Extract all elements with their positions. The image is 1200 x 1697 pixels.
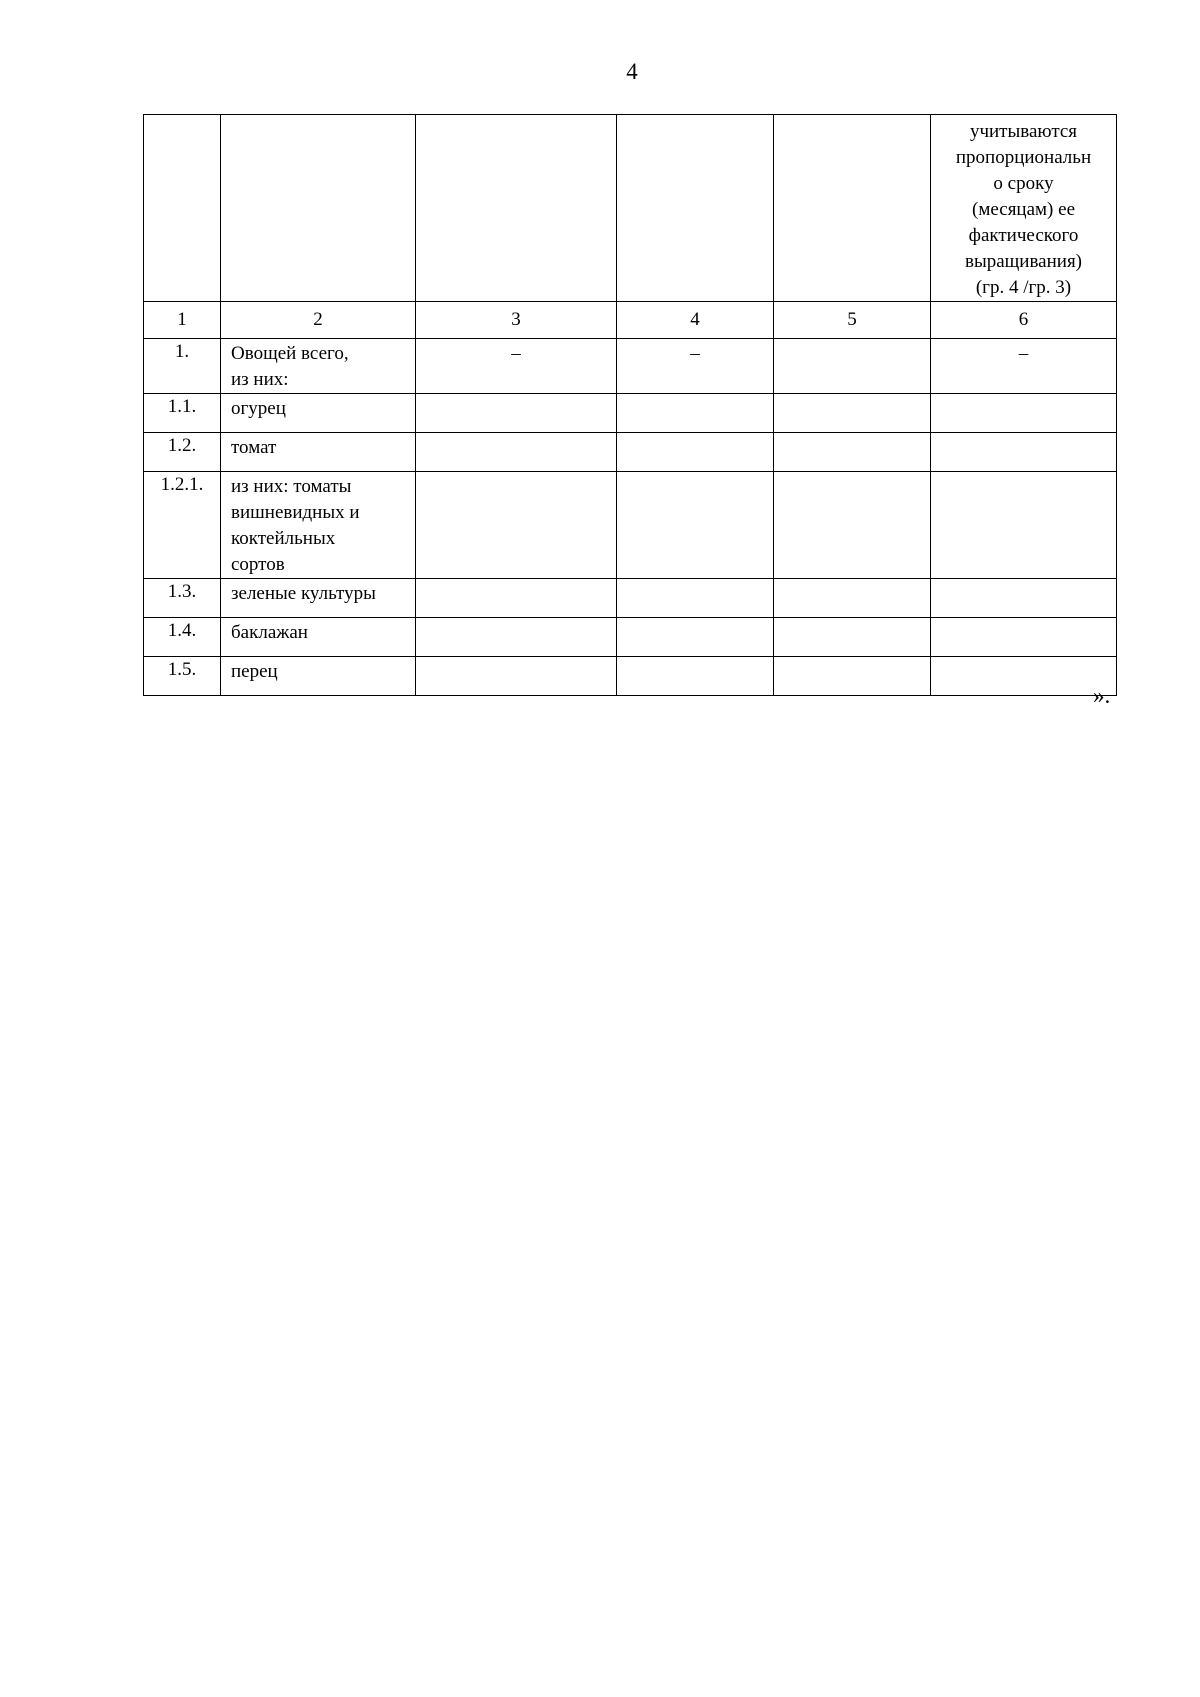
vegetables-table: [143, 114, 1117, 696]
column-number: 5: [774, 302, 931, 339]
header-cell-3: [416, 115, 617, 302]
row-name: зеленые культуры: [221, 579, 416, 618]
cell-col5: [774, 472, 931, 579]
cell-col5: [774, 394, 931, 433]
column-number: 4: [617, 302, 774, 339]
header-cell-4: [617, 115, 774, 302]
table-row: [144, 433, 1117, 472]
header-continuation-row: [144, 115, 1117, 302]
cell-col4: [617, 618, 774, 657]
cell-col4: [617, 657, 774, 696]
cell-col6: [931, 433, 1117, 472]
row-name: огурец: [221, 394, 416, 433]
cell-col6: [931, 394, 1117, 433]
column-number: 1: [144, 302, 221, 339]
cell-col4: [617, 394, 774, 433]
cell-col6: [931, 618, 1117, 657]
cell-col5: [774, 433, 931, 472]
row-number: 1.: [144, 339, 221, 394]
cell-col4: [617, 579, 774, 618]
table-row: [144, 339, 1117, 394]
row-name-line: Овощей всего,: [231, 343, 349, 364]
cell-col6: [931, 579, 1117, 618]
row-name-line: из них:: [231, 369, 289, 390]
cell-col6: [931, 472, 1117, 579]
cell-col5: [774, 657, 931, 696]
cell-col3: [416, 579, 617, 618]
column-number: 6: [931, 302, 1117, 339]
row-name: томат: [221, 433, 416, 472]
cell-col3: [416, 433, 617, 472]
table-row: [144, 394, 1117, 433]
header-cell-6: [931, 115, 1117, 302]
cell-col5: [774, 579, 931, 618]
header-cell-1: [144, 115, 221, 302]
cell-col6: [931, 657, 1117, 696]
cell-col3: –: [416, 339, 617, 394]
page-number: 4: [626, 59, 638, 84]
cell-col6: –: [931, 339, 1117, 394]
cell-col5: [774, 618, 931, 657]
row-name: [221, 472, 416, 579]
cell-col3: [416, 394, 617, 433]
row-name-line: коктейльных: [231, 528, 336, 549]
cell-col3: [416, 618, 617, 657]
row-name: перец: [221, 657, 416, 696]
row-number: 1.2.: [144, 433, 221, 472]
header-col6-line: выращивания): [964, 251, 1083, 272]
column-number: 3: [416, 302, 617, 339]
cell-col4: –: [617, 339, 774, 394]
table-row: [144, 472, 1117, 579]
table-row: [144, 618, 1117, 657]
row-number: 1.1.: [144, 394, 221, 433]
row-number: 1.5.: [144, 657, 221, 696]
row-name-line: из них: томаты: [231, 476, 352, 497]
cell-col3: [416, 657, 617, 696]
row-number: 1.4.: [144, 618, 221, 657]
row-name-line: сортов: [231, 554, 285, 575]
row-number: 1.3.: [144, 579, 221, 618]
header-cell-2: [221, 115, 416, 302]
header-col6-line: пропорциональн: [955, 147, 1092, 168]
header-col6-line: фактического: [968, 225, 1079, 246]
header-col6-line: (месяцам) ее: [972, 199, 1075, 220]
table-row: [144, 579, 1117, 618]
row-number: 1.2.1.: [144, 472, 221, 579]
cell-col4: [617, 472, 774, 579]
table-row: [144, 657, 1117, 696]
header-col6-line: о сроку: [993, 173, 1054, 194]
header-col6-line: учитываются: [969, 121, 1078, 142]
cell-col5: [774, 339, 931, 394]
column-number: 2: [221, 302, 416, 339]
row-name: [221, 339, 416, 394]
header-col6-line: (гр. 4 /гр. 3): [975, 277, 1072, 298]
header-cell-5: [774, 115, 931, 302]
row-name: баклажан: [221, 618, 416, 657]
cell-col4: [617, 433, 774, 472]
column-numbers-row: [144, 302, 1117, 339]
cell-col3: [416, 472, 617, 579]
closing-quote-mark: ».: [1093, 683, 1111, 708]
row-name-line: вишневидных и: [231, 502, 360, 523]
